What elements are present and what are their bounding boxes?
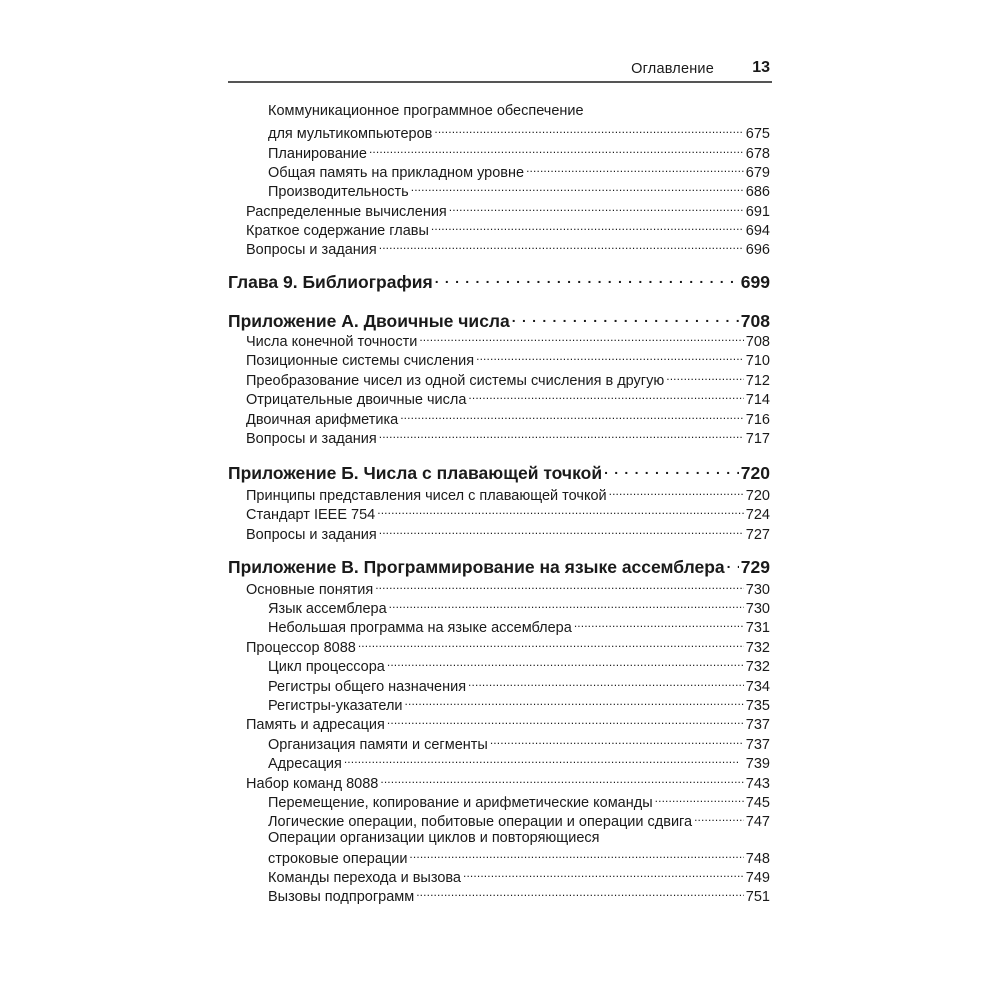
toc-entry-page: 712 (745, 372, 770, 389)
toc-entry[interactable] (228, 504, 770, 523)
toc-entry-title: Планирование (268, 145, 367, 162)
toc-entry-page: 708 (745, 333, 770, 350)
toc-entry[interactable] (228, 886, 770, 905)
toc-entry[interactable] (228, 676, 770, 695)
dot-leader (468, 676, 744, 691)
toc-entry-title: Язык ассемблера (268, 600, 387, 617)
toc-entry-title: Память и адресация (246, 716, 385, 733)
toc-entry[interactable] (228, 143, 770, 162)
toc-entry[interactable] (228, 428, 770, 447)
toc-entry-page: 679 (745, 164, 770, 181)
toc-entry-title: Общая память на прикладном уровне (268, 164, 525, 181)
toc-entry-title: Позиционные системы счисления (246, 352, 475, 369)
dot-leader (512, 309, 739, 327)
toc-entry[interactable] (228, 656, 770, 675)
toc-entry-page: 743 (745, 775, 770, 792)
dot-leader (369, 143, 744, 158)
toc-entry-title: Регистры общего назначения (268, 678, 467, 695)
toc-entry-page: 730 (745, 600, 770, 617)
table-of-contents (228, 0, 770, 1000)
toc-entry-page: 732 (745, 658, 770, 675)
toc-chapter-title: Глава 9. Библиография (228, 271, 433, 292)
toc-entry[interactable] (228, 579, 770, 598)
toc-entry-page: 691 (745, 203, 770, 220)
toc-entry[interactable] (228, 181, 770, 200)
toc-entry-page: 696 (745, 241, 770, 258)
toc-entry-title: Логические операции, побитовые операции и операции сдвига (268, 813, 693, 830)
toc-entry[interactable] (228, 485, 770, 504)
dot-leader (344, 753, 744, 768)
toc-entry[interactable] (228, 350, 770, 369)
dot-leader (375, 579, 744, 594)
toc-entry[interactable] (228, 598, 770, 617)
toc-entry-title: для мультикомпьютеров (268, 125, 433, 142)
toc-entry-title: Вопросы и задания (246, 241, 377, 258)
dot-leader (419, 331, 743, 346)
toc-entry-title: Вопросы и задания (246, 430, 377, 447)
toc-entry-title: Вызовы подпрограмм (268, 888, 415, 905)
dot-leader (400, 409, 744, 424)
toc-entry[interactable] (228, 331, 770, 350)
toc-entry-title: Команды перехода и вызова (268, 869, 461, 886)
toc-chapter-title: Приложение А. Двоичные числа (228, 310, 510, 331)
toc-chapter-entry[interactable] (228, 555, 770, 578)
dot-leader (387, 656, 744, 671)
toc-entry[interactable] (228, 162, 770, 181)
toc-entry-page: 745 (745, 794, 770, 811)
toc-entry[interactable] (228, 637, 770, 656)
toc-entry[interactable] (228, 753, 770, 772)
toc-entry[interactable] (228, 370, 770, 389)
toc-entry-page: 710 (745, 352, 770, 369)
toc-entry-page: 714 (745, 391, 770, 408)
dot-leader (655, 792, 744, 807)
toc-entry[interactable] (228, 714, 770, 733)
toc-entry-title: строковые операции (268, 850, 408, 867)
toc-entry-title: Небольшая программа на языке ассемблера (268, 619, 572, 636)
toc-entry-title: Регистры-указатели (268, 697, 403, 714)
running-header-page-number: 13 (752, 59, 770, 76)
dot-leader (609, 485, 744, 500)
toc-entry-title-line1: Операции организации циклов и повторяющиеся (268, 830, 600, 846)
dot-leader (377, 504, 744, 519)
toc-entry-title: Производительность (268, 183, 409, 200)
dot-leader (463, 867, 744, 882)
toc-chapter-entry[interactable] (228, 270, 770, 293)
toc-entry-title-line1: Коммуникационное программное обеспечение (268, 103, 584, 119)
dot-leader (604, 461, 739, 479)
toc-entry-page: 720 (745, 487, 770, 504)
toc-entry[interactable] (228, 695, 770, 714)
toc-entry-page: 730 (745, 581, 770, 598)
toc-entry[interactable] (228, 524, 770, 543)
dot-leader (476, 350, 744, 365)
dot-leader (387, 714, 744, 729)
toc-entry-title: Основные понятия (246, 581, 374, 598)
dot-leader (431, 220, 744, 235)
toc-entry-page: 717 (745, 430, 770, 447)
dot-leader (358, 637, 744, 652)
toc-entry[interactable] (228, 239, 770, 258)
toc-entry-page: 716 (745, 411, 770, 428)
dot-leader (434, 123, 743, 138)
dot-leader (449, 201, 744, 216)
toc-entry-page: 731 (745, 619, 770, 636)
toc-chapter-page: 729 (740, 556, 770, 577)
toc-entry-page: 678 (745, 145, 770, 162)
toc-entry-page: 735 (745, 697, 770, 714)
toc-entry-title: Адресация (268, 755, 342, 772)
toc-entry-page: 749 (745, 869, 770, 886)
toc-entry[interactable] (228, 201, 770, 220)
toc-entry-page: 734 (745, 678, 770, 695)
toc-entry-page: 739 (745, 755, 770, 772)
dot-leader (490, 734, 744, 749)
toc-entry-page: 694 (745, 222, 770, 239)
toc-entry-page: 747 (745, 813, 770, 830)
toc-entry-title: Принципы представления чисел с плавающей точкой (246, 487, 607, 504)
dot-leader (435, 270, 739, 288)
dot-leader (379, 428, 744, 443)
toc-entry[interactable] (228, 123, 770, 142)
toc-entry-page: 686 (745, 183, 770, 200)
toc-entry-title: Набор команд 8088 (246, 775, 379, 792)
toc-entry-title: Организация памяти и сегменты (268, 736, 488, 753)
dot-leader (666, 370, 744, 385)
toc-entry-title: Преобразование чисел из одной системы счисления в другую (246, 372, 665, 389)
toc-entry-page: 675 (745, 125, 770, 142)
toc-entry[interactable] (228, 811, 770, 830)
toc-entry[interactable] (228, 773, 770, 792)
toc-entry-title: Отрицательные двоичные числа (246, 391, 467, 408)
toc-entry-title: Перемещение, копирование и арифметические команды (268, 794, 653, 811)
dot-leader (694, 811, 744, 826)
toc-chapter-entry[interactable] (228, 461, 770, 484)
dot-leader (416, 886, 744, 901)
toc-entry-title: Краткое содержание главы (246, 222, 429, 239)
toc-chapter-page: 699 (740, 271, 770, 292)
toc-entry[interactable] (228, 848, 770, 867)
dot-leader (409, 848, 743, 863)
toc-entry-page: 748 (745, 850, 770, 867)
toc-entry[interactable] (228, 867, 770, 886)
dot-leader (574, 617, 744, 632)
dot-leader (389, 598, 744, 613)
toc-entry-title: Двоичная арифметика (246, 411, 399, 428)
dot-leader (411, 181, 744, 196)
toc-entry-title: Числа конечной точности (246, 333, 418, 350)
toc-entry-title: Стандарт IEEE 754 (246, 506, 376, 523)
dot-leader (468, 389, 743, 404)
toc-entry-page: 727 (745, 526, 770, 543)
toc-chapter-entry[interactable] (228, 309, 770, 332)
toc-chapter-title: Приложение Б. Числа с плавающей точкой (228, 462, 603, 483)
dot-leader (405, 695, 744, 710)
toc-entry-page: 751 (745, 888, 770, 905)
toc-entry[interactable] (228, 734, 770, 753)
toc-entry[interactable] (228, 409, 770, 428)
toc-entry-title: Цикл процессора (268, 658, 385, 675)
toc-entry-title: Процессор 8088 (246, 639, 356, 656)
toc-entry[interactable] (228, 792, 770, 811)
running-header-title: Оглавление (631, 61, 714, 77)
toc-entry-title: Вопросы и задания (246, 526, 377, 543)
toc-entry-page: 724 (745, 506, 770, 523)
dot-leader (379, 524, 744, 539)
toc-entry[interactable] (228, 220, 770, 239)
dot-leader (379, 239, 744, 254)
toc-entry-page: 737 (745, 716, 770, 733)
toc-entry-title: Распределенные вычисления (246, 203, 447, 220)
toc-entry-page: 737 (745, 736, 770, 753)
toc-chapter-title: Приложение В. Программирование на языке ассемблера (228, 556, 725, 577)
dot-leader (727, 555, 739, 573)
toc-chapter-page: 708 (740, 310, 770, 331)
toc-entry[interactable] (228, 389, 770, 408)
toc-entry-page: 732 (745, 639, 770, 656)
dot-leader (380, 773, 743, 788)
toc-chapter-page: 720 (740, 462, 770, 483)
toc-entry[interactable] (228, 617, 770, 636)
dot-leader (526, 162, 744, 177)
